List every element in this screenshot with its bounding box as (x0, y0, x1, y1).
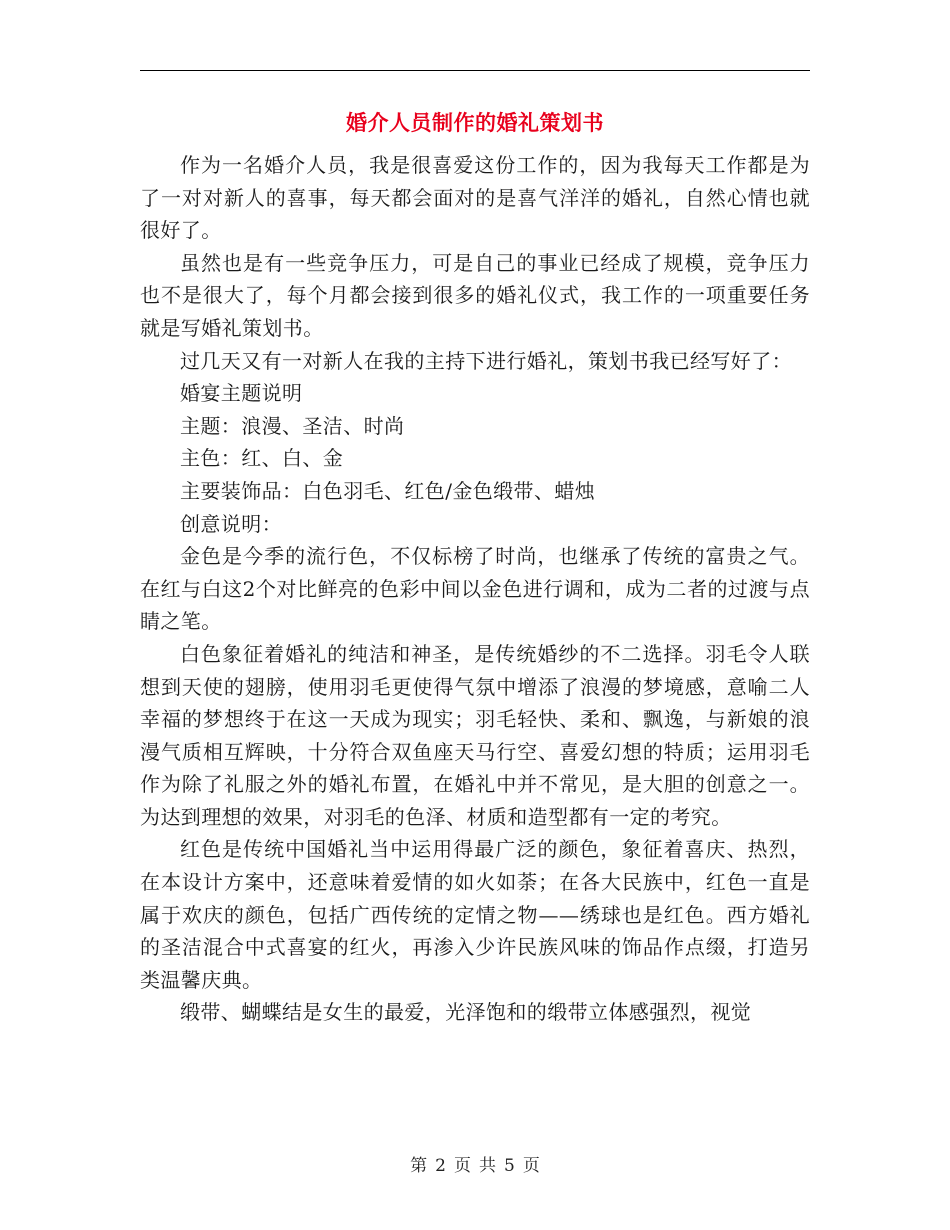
document-body (140, 149, 810, 1029)
paragraph: 缎带、蝴蝶结是女生的最爱，光泽饱和的缎带立体感强烈，视觉 (180, 1000, 752, 1025)
list-item: 主题：浪漫、圣洁、时尚 (180, 413, 405, 438)
list-item: 主色：红、白、金 (180, 446, 344, 471)
page-current: 2 (435, 1156, 446, 1176)
header-rule (140, 70, 810, 71)
paragraph: 过几天又有一对新人在我的主持下进行婚礼，策划书我已经写好了： (180, 348, 792, 373)
section-heading: 婚宴主题说明 (180, 381, 303, 406)
total-label: 共 (479, 1156, 496, 1176)
paragraph: 白色象征着婚礼的纯洁和神圣，是传统婚纱的不二选择。羽毛令人联想到天使的翅膀，使用羽毛更使得气氛中增添了浪漫的梦境感，意喻二人幸福的梦想终于在这一天成为现实；羽毛轻快、柔和、飘逸，与新娘的浪漫气质相互辉映，十分符合双鱼座天马行空、喜爱幻想的特质；运用羽毛作为除了礼服之外的婚礼布置，在婚礼中并不常见，是大胆的创意之一。为达到理想的效果，对羽毛的色泽、材质和造型都有一定的考究。 (140, 641, 810, 829)
page-unit: 页 (454, 1156, 471, 1176)
page-footer (0, 1151, 950, 1176)
page-label: 第 (410, 1156, 428, 1176)
page-total: 5 (504, 1156, 515, 1176)
section-heading: 创意说明： (180, 511, 282, 536)
paragraph: 金色是今季的流行色，不仅标榜了时尚，也继承了传统的富贵之气。在红与白这2个对比鲜亮的色彩中间以金色进行调和，成为二者的过渡与点睛之笔。 (140, 544, 810, 634)
paragraph: 红色是传统中国婚礼当中运用得最广泛的颜色，象征着喜庆、热烈，在本设计方案中，还意味着爱情的如火如荼；在各大民族中，红色一直是属于欢庆的颜色，包括广西传统的定情之物——绣球也是红色。西方婚礼的圣洁混合中式喜宴的红火，再渗入少许民族风味的饰品作点缀，打造另类温馨庆典。 (140, 837, 810, 992)
total-unit: 页 (522, 1156, 540, 1176)
paragraph: 作为一名婚介人员，我是很喜爱这份工作的，因为我每天工作都是为了一对对新人的喜事，每天都会面对的是喜气洋洋的婚礼，自然心情也就很好了。 (140, 153, 810, 243)
list-item: 主要装饰品：白色羽毛、红色/金色缎带、蜡烛 (180, 478, 596, 503)
paragraph: 虽然也是有一些竞争压力，可是自己的事业已经成了规模，竞争压力也不是很大了，每个月都会接到很多的婚礼仪式，我工作的一项重要任务就是写婚礼策划书。 (140, 250, 810, 340)
document-title: 婚介人员制作的婚礼策划书 (346, 110, 604, 135)
